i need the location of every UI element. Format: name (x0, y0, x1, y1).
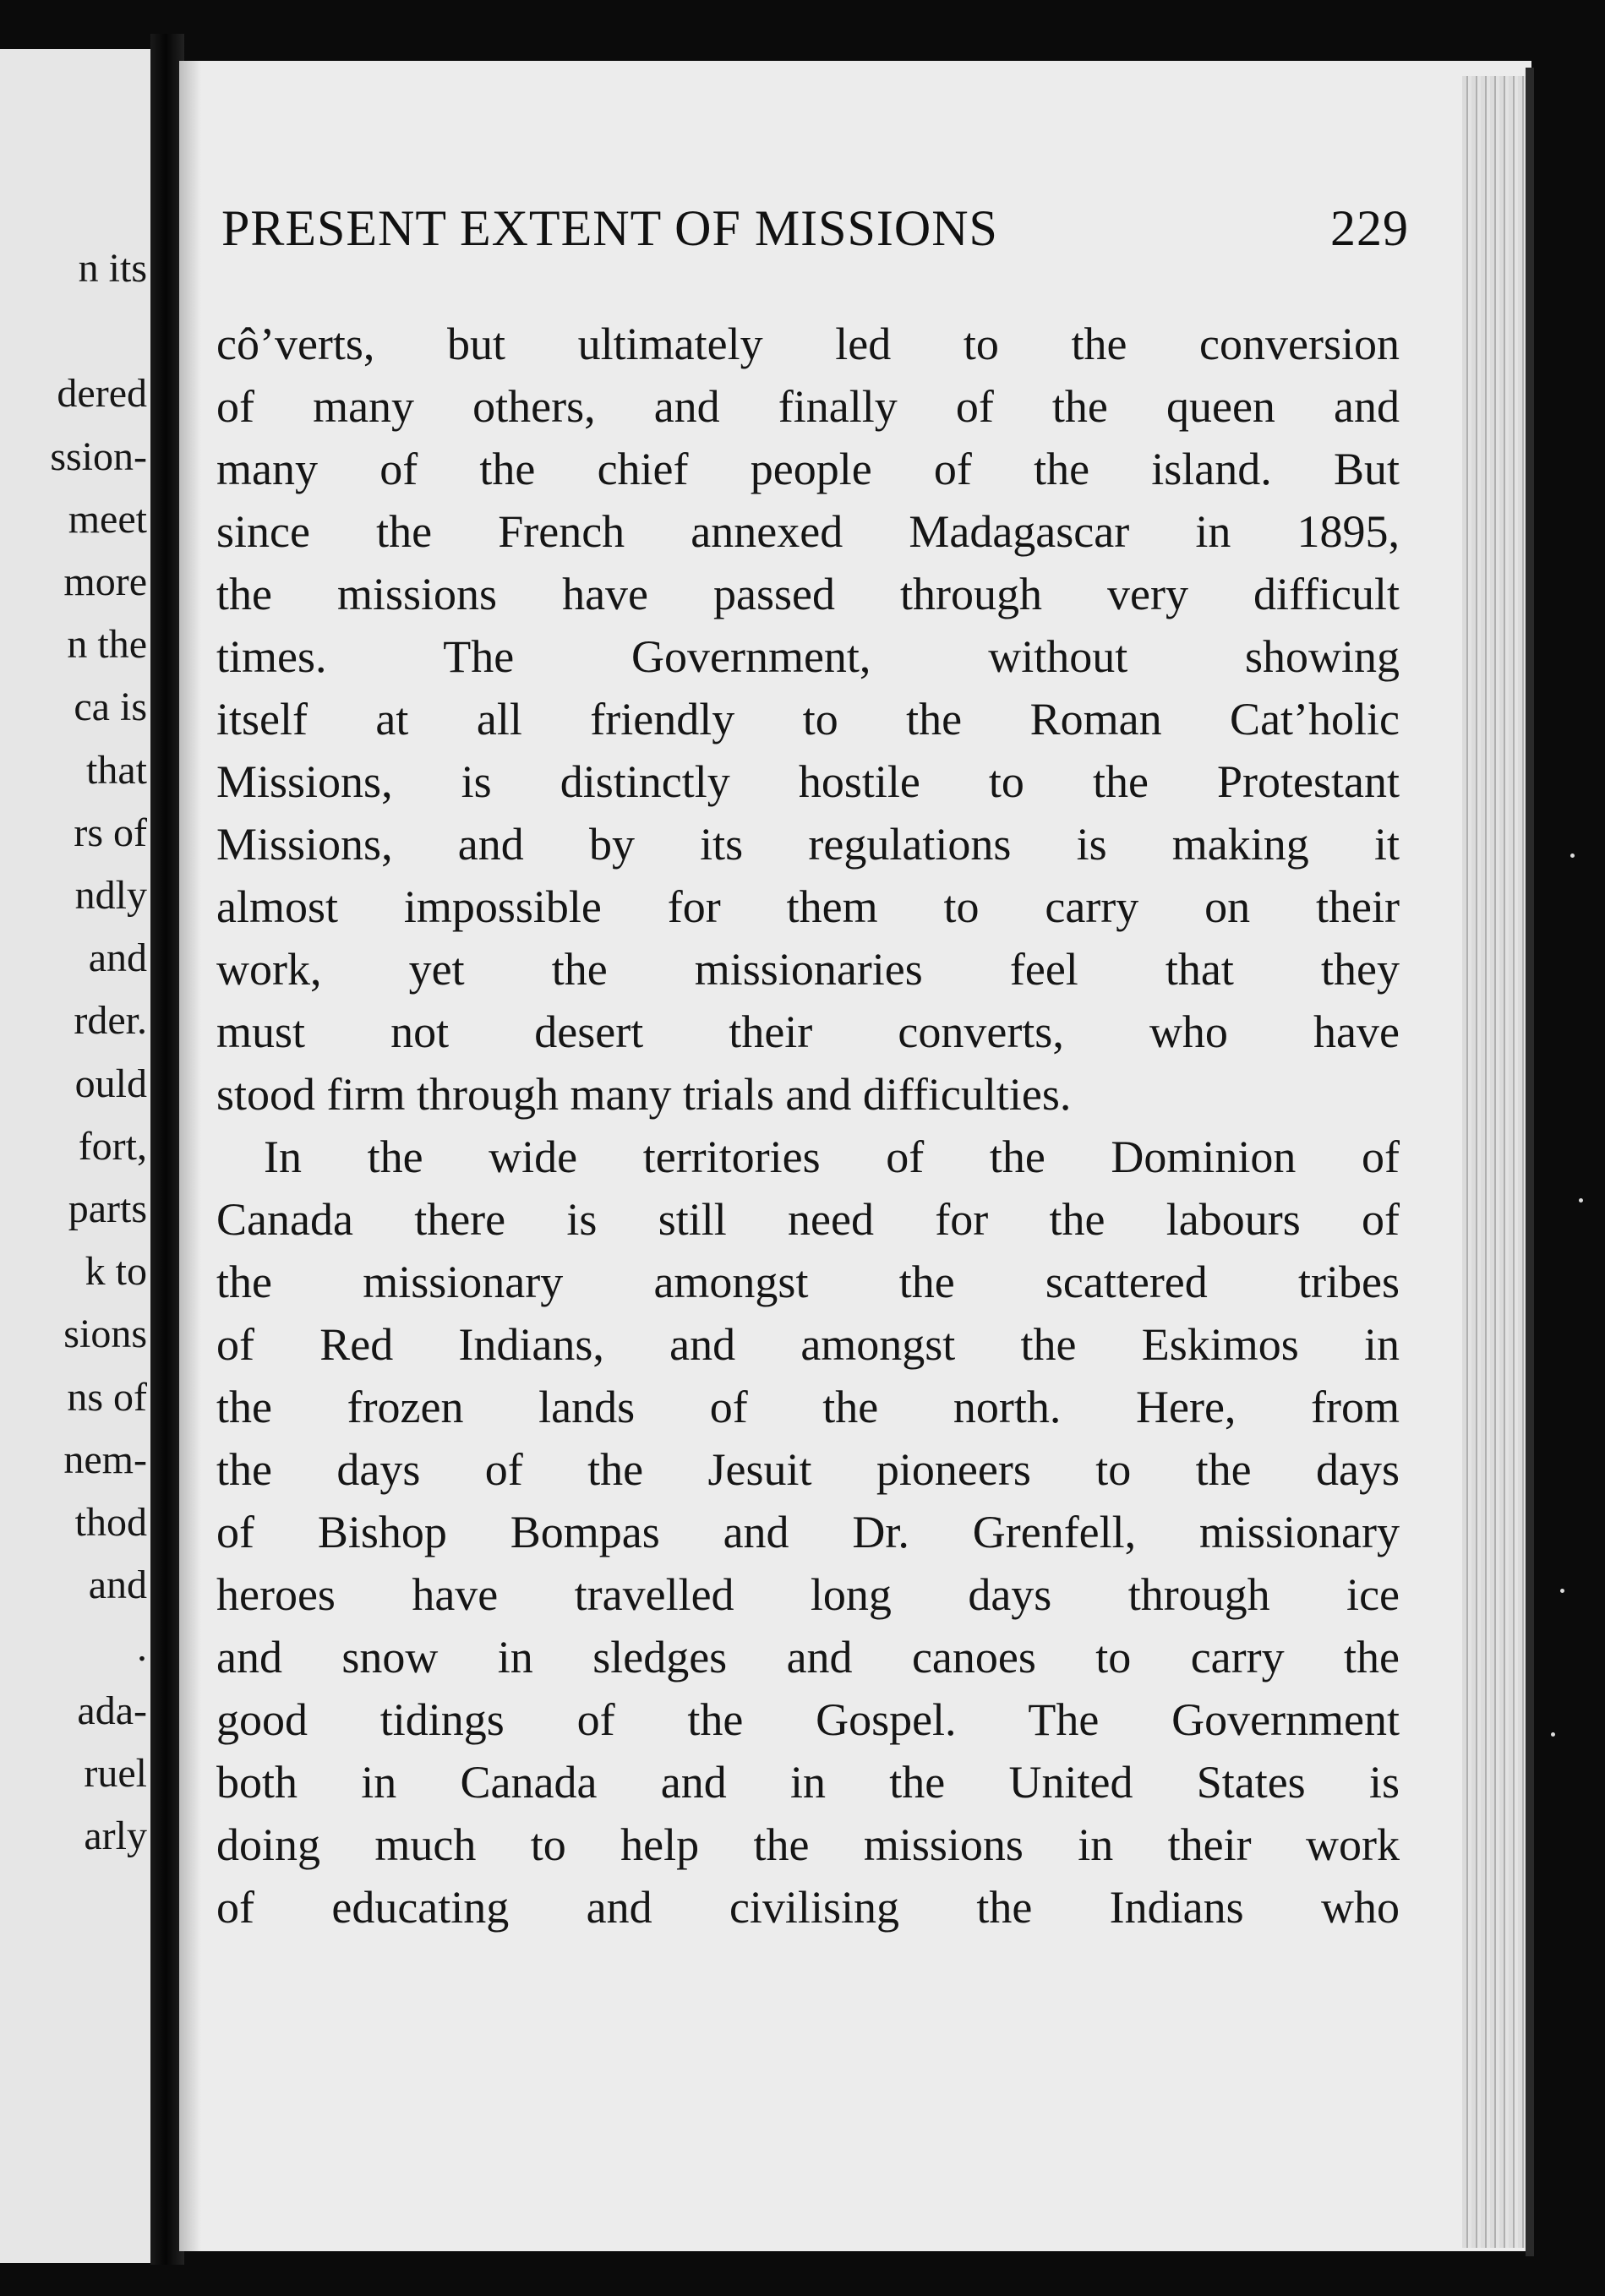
left-page-line: . (137, 1625, 147, 1671)
left-page-line: rder. (74, 998, 147, 1044)
text-line: cô’verts, but ultimately led to the conversion (216, 319, 1400, 369)
previous-page (0, 49, 166, 2263)
text-line: the missionary amongst the scattered tribes (216, 1257, 1400, 1307)
current-page (179, 61, 1531, 2251)
left-page-line: k to (85, 1249, 147, 1295)
left-page-line: n its (78, 246, 147, 291)
running-head: PRESENT EXTENT OF MISSIONS (221, 200, 998, 256)
left-page-line: ruel (84, 1750, 147, 1796)
fore-edge-shadow (1526, 68, 1534, 2256)
text-line: work, yet the missionaries feel that they (216, 944, 1400, 995)
text-line: the missions have passed through very difficult (216, 569, 1400, 619)
text-line: since the French annexed Madagascar in 1895, (216, 506, 1400, 557)
text-line: doing much to help the missions in their work (216, 1819, 1400, 1870)
text-line: the days of the Jesuit pioneers to the days (216, 1444, 1400, 1495)
page-header (221, 196, 1409, 260)
left-page-line: fort, (78, 1123, 147, 1169)
text-line: and snow in sledges and canoes to carry the (216, 1632, 1400, 1682)
text-line: Missions, is distinctly hostile to the Protestant (216, 756, 1400, 807)
text-line: must not desert their converts, who have (216, 1006, 1400, 1057)
text-line: of many others, and finally of the queen and (216, 381, 1400, 432)
left-page-line: ould (74, 1061, 147, 1106)
text-line: heroes have travelled long days through ice (216, 1569, 1400, 1620)
text-line: of Bishop Bompas and Dr. Grenfell, missionary (216, 1507, 1400, 1557)
text-line: the frozen lands of the north. Here, from (216, 1382, 1400, 1432)
left-page-line: thod (74, 1500, 147, 1545)
left-page-line: n the (67, 622, 147, 668)
left-page-line: that (86, 747, 147, 793)
left-page-line: and (88, 1562, 147, 1608)
text-line: itself at all friendly to the Roman Cat’holic (216, 694, 1400, 744)
page-number: 229 (1330, 200, 1409, 256)
left-page-line: rs of (74, 810, 147, 855)
page-fore-edge (1462, 76, 1530, 2248)
body-text (216, 313, 1400, 1939)
left-page-line: parts (68, 1186, 147, 1231)
text-line: In the wide territories of the Dominion of (264, 1132, 1400, 1182)
left-page-line: meet (68, 496, 147, 542)
left-page-line: more (63, 559, 147, 604)
left-page-line: ssion- (50, 434, 147, 479)
left-page-line: ca is (74, 684, 147, 730)
left-page-line: arly (84, 1813, 147, 1858)
text-line: both in Canada and in the United States is (216, 1757, 1400, 1808)
left-page-line: ndly (74, 873, 147, 918)
left-page-line: ns of (67, 1374, 147, 1420)
text-line: of Red Indians, and amongst the Eskimos in (216, 1319, 1400, 1370)
text-line: almost impossible for them to carry on their (216, 881, 1400, 932)
left-page-line: nem- (63, 1437, 147, 1482)
text-line: good tidings of the Gospel. The Government (216, 1694, 1400, 1745)
text-line: Canada there is still need for the labours of (216, 1194, 1400, 1245)
left-page-line: dered (57, 371, 147, 417)
text-line: times. The Government, without showing (216, 631, 1400, 682)
text-line: many of the chief people of the island. But (216, 444, 1400, 494)
left-page-line: sions (63, 1312, 147, 1357)
text-line: of educating and civilising the Indians who (216, 1882, 1400, 1933)
text-line: Missions, and by its regulations is making it (216, 819, 1400, 870)
left-page-line: ada- (77, 1688, 147, 1733)
text-line: stood firm through many trials and difficulties. (216, 1069, 1072, 1120)
left-page-line: and (88, 935, 147, 981)
